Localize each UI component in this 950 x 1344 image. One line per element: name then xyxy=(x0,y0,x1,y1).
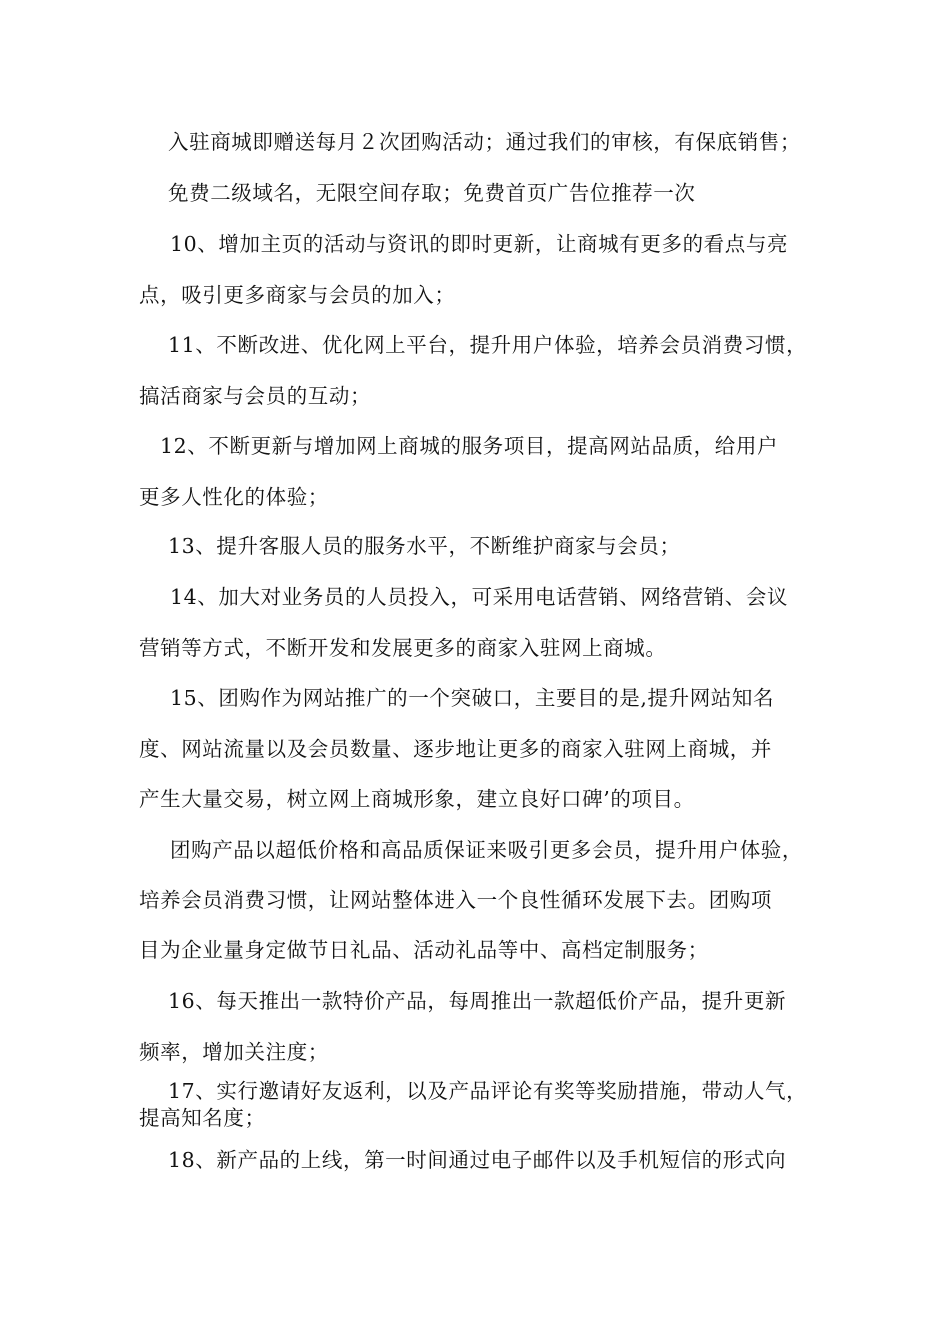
text-line: 11、不断改进、优化网上平台，提升用户体验，培养会员消费习惯， xyxy=(168,333,808,357)
text-line: 入驻商城即赠送每月２次团购活动；通过我们的审核，有保底销售； xyxy=(168,130,801,154)
text-line: 营销等方式，不断开发和发展更多的商家入驻网上商城。 xyxy=(139,636,667,660)
text-line: 产生大量交易，树立网上商城形象，建立良好口碑’的项目。 xyxy=(139,787,695,811)
text-line: 14、加大对业务员的人员投入，可采用电话营销、网络营销、会议 xyxy=(170,585,789,609)
text-line: 提高知名度； xyxy=(139,1106,266,1130)
text-line: 目为企业量身定做节日礼品、活动礼品等中、高档定制服务； xyxy=(139,938,709,962)
text-line: 免费二级域名，无限空间存取；免费首页广告位推荐一次 xyxy=(168,181,696,205)
text-line: 10、增加主页的活动与资讯的即时更新，让商城有更多的看点与亮 xyxy=(170,232,789,256)
text-line: 团购产品以超低价格和高品质保证来吸引更多会员，提升用户体验， xyxy=(170,838,803,862)
text-line: 更多人性化的体验； xyxy=(139,485,329,509)
text-line: 12、不断更新与增加网上商城的服务项目，提高网站品质，给用户 xyxy=(160,434,779,458)
text-line: 17、实行邀请好友返利，以及产品评论有奖等奖励措施，带动人气， xyxy=(168,1079,808,1103)
text-line: 培养会员消费习惯，让网站整体进入一个良性循环发展下去。团购项 xyxy=(139,888,772,912)
text-line: 13、提升客服人员的服务水平，不断维护商家与会员； xyxy=(168,534,681,558)
text-line: 频率，增加关注度； xyxy=(139,1040,329,1064)
text-line: 15、团购作为网站推广的一个突破口，主要目的是,提升网站知名 xyxy=(170,686,775,710)
text-line: 16、每天推出一款特价产品，每周推出一款超低价产品，提升更新 xyxy=(168,989,787,1013)
text-line: 度、网站流量以及会员数量、逐步地让更多的商家入驻网上商城，并 xyxy=(139,737,772,761)
text-line: 点，吸引更多商家与会员的加入； xyxy=(139,283,456,307)
text-line: 18、新产品的上线，第一时间通过电子邮件以及手机短信的形式向 xyxy=(168,1148,787,1172)
text-line: 搞活商家与会员的互动； xyxy=(139,384,372,408)
